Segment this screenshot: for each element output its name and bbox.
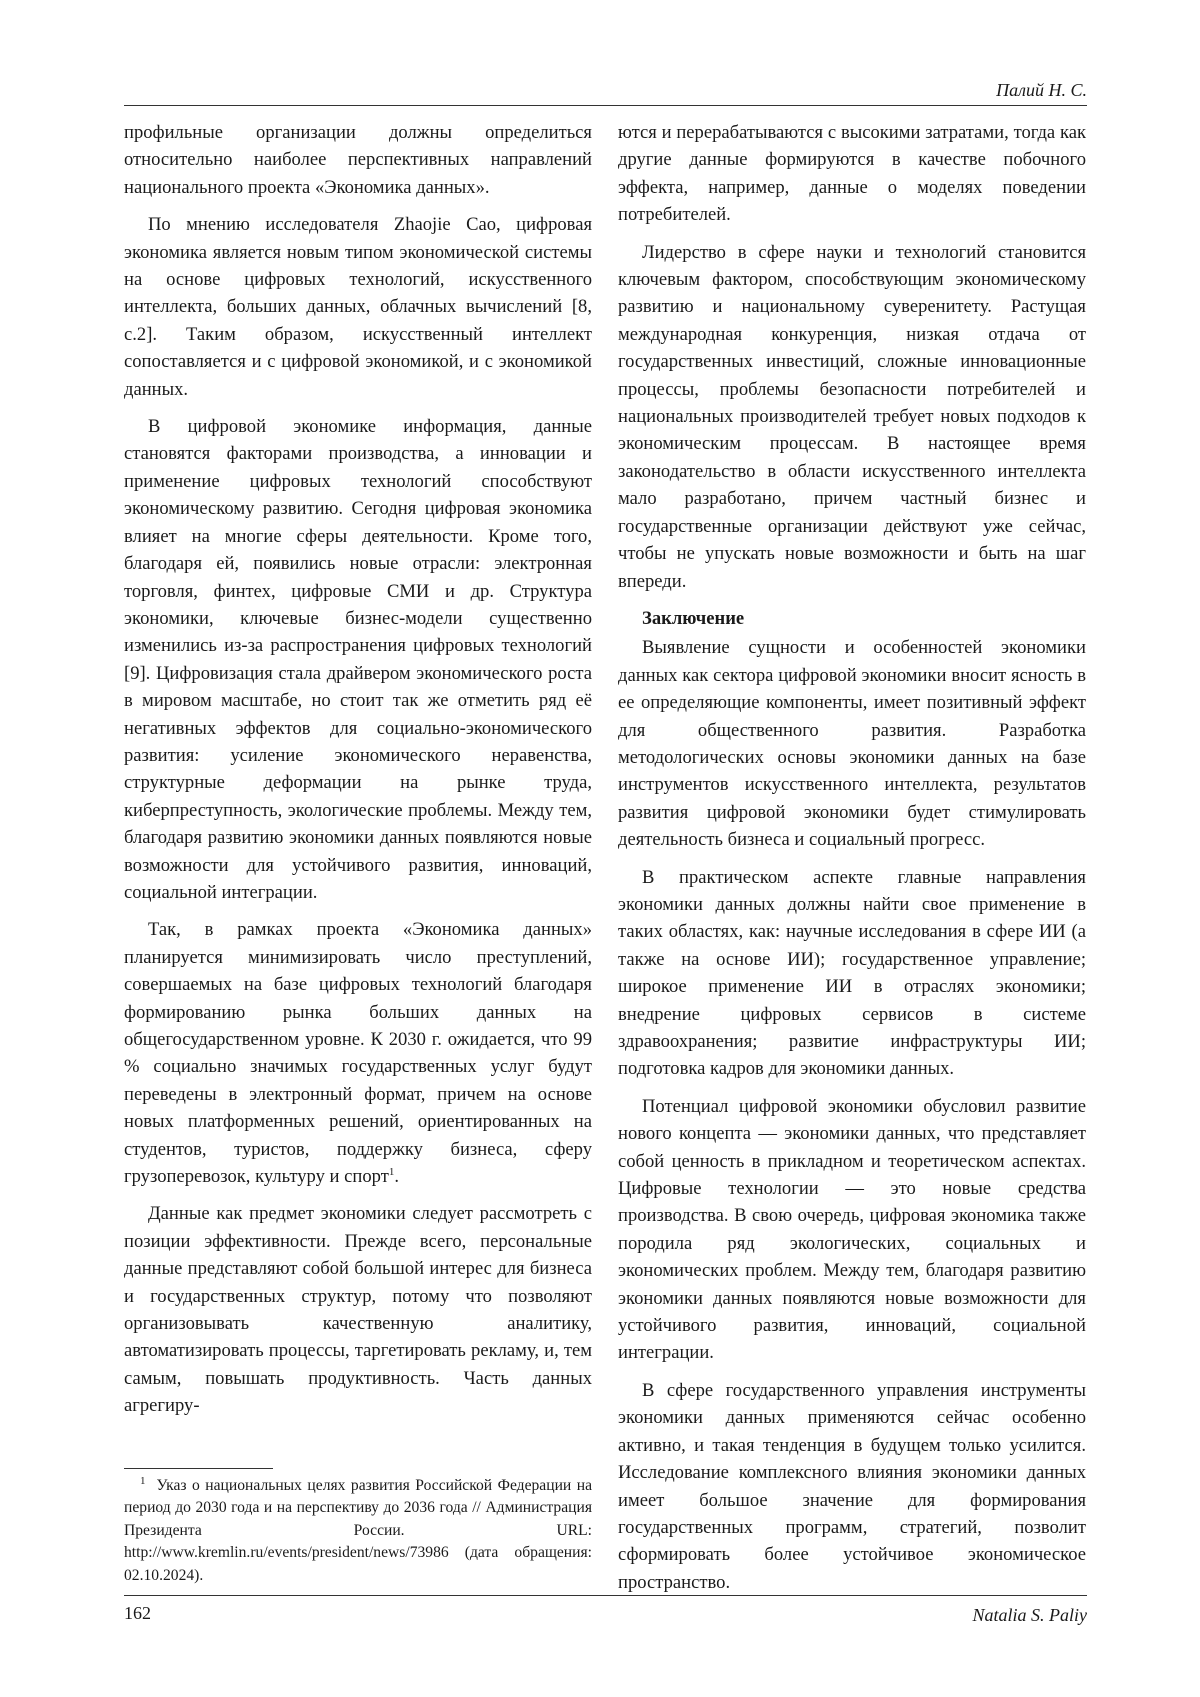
left-paragraph-1: профильные организации должны определиться относительно наиболее перспективных направлений национального проекта «Экономика данных». <box>124 122 592 198</box>
running-footer-author: Natalia S. Paliy <box>972 1605 1087 1625</box>
left-paragraph-3: В цифровой экономике информация, данные становятся факторами производства, а инновации и применение цифровых технологий способствуют экономическому развитию. Сегодня цифровая экономика влияет на многие сферы деятельности. Кроме того, благодаря ей, появились новые отрасли: электронная торговля, финтех, цифровые СМИ и др. Структура экономики, ключевые бизнес-модели существенно изменились из-за распространения цифровых технологий [9]. Цифровизация стала драйвером экономического роста в мировом масштабе, но стоит так же отметить ряд её негативных эффектов для социально-экономического развития: усиление экономического неравенства, структурные деформации на рынке труда, киберпреступность, экологические проблемы. Между тем, благодаря развитию экономики данных появляются новые возможности для устойчивого развития, инноваций, социальной интеграции. <box>124 416 592 903</box>
footnote-reference[interactable]: 1 <box>388 1165 395 1178</box>
left-paragraph-5: Данные как предмет экономики следует рассмотреть с позиции эффективности. Прежде всего, персональные данные представляют собой большой интерес для бизнеса и государственных структур, потому что позволяют организовывать качественную аналитику, автоматизировать процессы, таргетировать рекламу, и, тем самым, повышать продуктивность. Часть данных агрегиру- <box>124 1203 592 1417</box>
footnote <box>124 1475 592 1587</box>
footnote-marker: 1 <box>140 1474 146 1487</box>
right-paragraph-2: Лидерство в сфере науки и технологий становится ключевым фактором, способствующим экономическому развитию и национальному суверенитету. Растущая международная конкуренция, низкая отдача от государственных инвестиций, сложные инновационные процессы, проблемы безопасности потребителей и национальных производителей требует новых подходов к экономическим процессам. В настоящее время законодательство в области искусственного интеллекта мало разработано, причем частный бизнес и государственные организации действуют уже сейчас, чтобы не упускать новые возможности и быть на шаг впереди. <box>618 241 1086 592</box>
left-paragraph-2: По мнению исследователя Zhaojie Cao, цифровая экономика является новым типом экономической системы на основе цифровых технологий, искусственного интеллекта, больших данных, облачных вычислений [8, с.2]. Таким образом, искусственный интеллект сопоставляется и с цифровой экономикой, и с экономикой данных. <box>124 214 592 400</box>
right-column <box>618 119 1086 1606</box>
left-paragraph-4 <box>124 916 592 1190</box>
footer-rule <box>124 1595 1087 1596</box>
right-paragraph-5: Потенциал цифровой экономики обусловил развитие нового концепта — экономики данных, что представляет собой ценность в прикладном и теоретическом аспектах. Цифровые технологии — это новые средства производства. В свою очередь, цифровая экономика также породила ряд экологических, социальных и экономических проблем. Между тем, благодаря развитию экономики данных появляются новые возможности для устойчивого развития, инноваций, социальной интеграции. <box>618 1095 1086 1364</box>
header-rule <box>124 105 1087 106</box>
footnote-paragraph <box>124 1475 592 1587</box>
section-heading-conclusion: Заключение <box>642 607 745 629</box>
left-column <box>124 119 592 1430</box>
left-paragraph-4-text: Так, в рамках проекта «Экономика данных» планируется минимизировать число преступлений, совершаемых на базе цифровых технологий благодаря формированию рынка больших данных на общегосударственном уровне. К 2030 г. ожидается, что 99 % социально значимых государственных услуг будут переведены в электронный формат, причем на основе новых платформенных решений, ориентированных на студентов, туристов, поддержку бизнеса, сферу грузоперевозок, культуру и спорт <box>124 919 592 1188</box>
footnote-text: Указ о национальных целях развития Российской Федерации на период до 2030 года и на перспективу до 2036 года // Администрация Президента России. URL: http://www.kremlin.ru/events/president/news/73986 (дата обращения: 02.10.2024). <box>124 1477 593 1584</box>
right-paragraph-3: Выявление сущности и особенностей экономики данных как сектора цифровой экономики вносит ясность в ее определяющие компоненты, имеет позитивный эффект для общественного развития. Разработка методологических основы экономики данных на базе инструментов искусственного интеллекта, результатов развития цифровой экономики будет стимулировать деятельность бизнеса и социальный прогресс. <box>618 637 1086 851</box>
footnote-rule <box>124 1468 273 1469</box>
right-paragraph-4: В практическом аспекте главные направления экономики данных должны найти свое применение в таких областях, как: научные исследования в сфере ИИ (а также на основе ИИ); государственное управление; широкое применение ИИ в отраслях экономики; внедрение цифровых сервисов в системе здравоохранения; развитие инфраструктуры ИИ; подготовка кадров для экономики данных. <box>618 866 1086 1080</box>
left-paragraph-4-end: . <box>394 1166 399 1188</box>
running-header-author: Палий Н. С. <box>996 80 1087 100</box>
right-paragraph-1: ются и перерабатываются с высокими затратами, тогда как другие данные формируются в качестве побочного эффекта, например, данные о моделях поведении потребителей. <box>618 122 1086 226</box>
right-paragraph-6: В сфере государственного управления инструменты экономики данных применяются сейчас особенно активно, и такая тенденция в будущем только усилится. Исследование комплексного влияния экономики данных имеет большое значение для формирования государственных программ, стратегий, позволит сформировать более устойчивое экономическое пространство. <box>618 1379 1086 1593</box>
page-number: 162 <box>124 1603 151 1623</box>
